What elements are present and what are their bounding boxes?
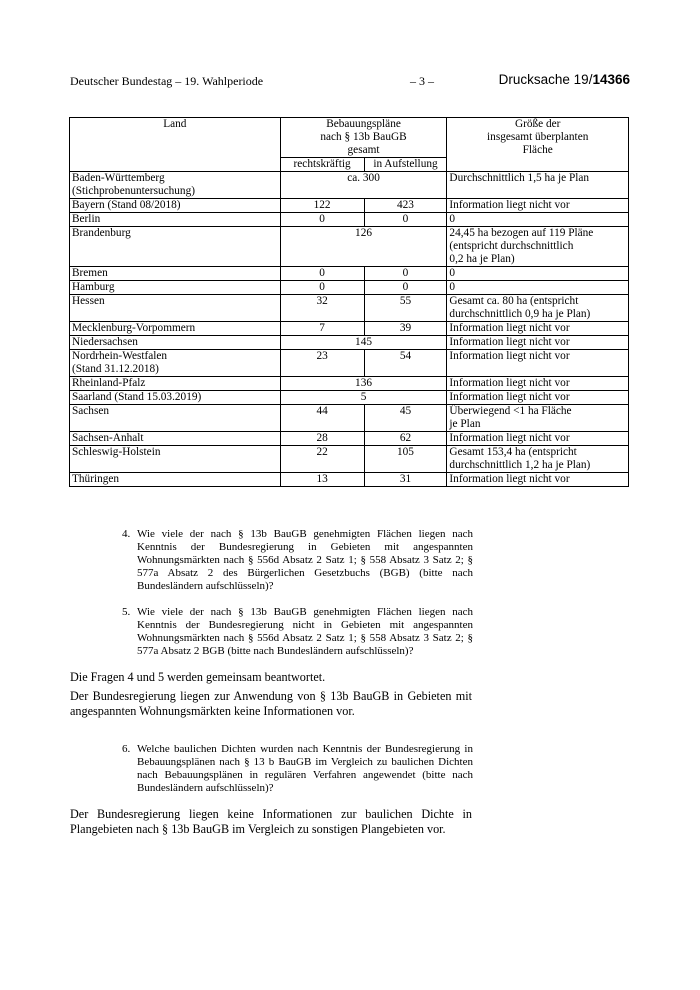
- document-number: [499, 72, 630, 87]
- header-plans: Bebauungspläne nach § 13b BauGB gesamt: [280, 118, 447, 158]
- cell-rechtskraeftig: 0: [280, 213, 364, 227]
- cell-size: Information liegt nicht vor: [447, 322, 629, 336]
- cell-in-aufstellung: 0: [364, 213, 447, 227]
- table-body: [70, 172, 629, 487]
- table-row: [70, 473, 629, 487]
- cell-in-aufstellung: 0: [364, 281, 447, 295]
- question-6: [122, 743, 473, 795]
- question-5-number: 5.: [122, 606, 131, 618]
- document-number-period: 19/: [573, 72, 593, 87]
- question-4-text: Wie viele der nach § 13b BauGB genehmigten Flächen liegen nach Kenntnis der Bundesregierung in Gebieten mit angespannten Wohnungsmärkten nach § 556d Absatz 2 Satz 1; § 558 Absatz 3 Satz 2; § 577a Absatz 2 des Bürgerlichen Gesetzbuchs (BGB) (bitte nach Bundesländern aufschlüsseln)?: [137, 528, 473, 592]
- table-row: [70, 405, 629, 432]
- cell-land: Sachsen-Anhalt: [70, 432, 281, 446]
- cell-land: Mecklenburg-Vorpommern: [70, 322, 281, 336]
- table-row: [70, 227, 629, 267]
- header-publication: Deutscher Bundestag – 19. Wahlperiode: [70, 74, 264, 88]
- cell-land: Berlin: [70, 213, 281, 227]
- page-header: [70, 72, 630, 92]
- cell-rechtskraeftig: 122: [280, 199, 364, 213]
- cell-land: Rheinland-Pfalz: [70, 377, 281, 391]
- question-6-number: 6.: [122, 743, 131, 755]
- cell-rechtskraeftig: 28: [280, 432, 364, 446]
- cell-plans-total: 126: [280, 227, 447, 267]
- document-number-id: 14366: [592, 72, 630, 87]
- cell-land: Sachsen: [70, 405, 281, 432]
- cell-land: Niedersachsen: [70, 336, 281, 350]
- header-land: Land: [70, 118, 281, 172]
- cell-size: Information liegt nicht vor: [447, 350, 629, 377]
- question-5: [122, 606, 473, 658]
- cell-in-aufstellung: 423: [364, 199, 447, 213]
- table-header-row: [70, 118, 629, 158]
- table-row: [70, 322, 629, 336]
- cell-in-aufstellung: 55: [364, 295, 447, 322]
- cell-size: 24,45 ha bezogen auf 119 Pläne (entspricht durchschnittlich 0,2 ha je Plan): [447, 227, 629, 267]
- cell-land: Thüringen: [70, 473, 281, 487]
- cell-size: 0: [447, 281, 629, 295]
- cell-in-aufstellung: 39: [364, 322, 447, 336]
- table-row: [70, 295, 629, 322]
- question-4: [122, 528, 473, 593]
- cell-size: Information liegt nicht vor: [447, 199, 629, 213]
- cell-in-aufstellung: 45: [364, 405, 447, 432]
- cell-land: Bayern (Stand 08/2018): [70, 199, 281, 213]
- cell-in-aufstellung: 0: [364, 267, 447, 281]
- plans-table: [69, 117, 629, 487]
- answer-4-5-text: Der Bundesregierung liegen zur Anwendung von § 13b BauGB in Gebieten mit angespannten Wohnungsmärkten keine Informationen vor.: [70, 689, 472, 718]
- cell-in-aufstellung: 105: [364, 446, 447, 473]
- cell-rechtskraeftig: 23: [280, 350, 364, 377]
- header-size: Größe der insgesamt überplanten Fläche: [447, 118, 629, 172]
- cell-size: 0: [447, 267, 629, 281]
- cell-size: Durchschnittlich 1,5 ha je Plan: [447, 172, 629, 199]
- cell-land: Nordrhein-Westfalen (Stand 31.12.2018): [70, 350, 281, 377]
- table-row: [70, 432, 629, 446]
- question-6-text: Welche baulichen Dichten wurden nach Kenntnis der Bundesregierung in Bebauungsplänen nach § 13 b BauGB im Vergleich zu baulichen Dichten nach Bebauungsplänen in regulären Verfahren angewendet (bitte nach Bundesländern aufschlüsseln)?: [137, 743, 473, 794]
- cell-plans-total: 145: [280, 336, 447, 350]
- header-in-aufstellung: in Aufstellung: [364, 158, 447, 172]
- cell-in-aufstellung: 31: [364, 473, 447, 487]
- question-4-number: 4.: [122, 528, 131, 540]
- cell-in-aufstellung: 62: [364, 432, 447, 446]
- cell-land: Baden-Württemberg (Stichprobenuntersuchung): [70, 172, 281, 199]
- cell-rechtskraeftig: 22: [280, 446, 364, 473]
- cell-rechtskraeftig: 7: [280, 322, 364, 336]
- cell-land: Hessen: [70, 295, 281, 322]
- cell-size: Information liegt nicht vor: [447, 377, 629, 391]
- cell-plans-total: ca. 300: [280, 172, 447, 199]
- cell-rechtskraeftig: 44: [280, 405, 364, 432]
- cell-size: Gesamt 153,4 ha (entspricht durchschnittlich 1,2 ha je Plan): [447, 446, 629, 473]
- cell-size: Gesamt ca. 80 ha (entspricht durchschnittlich 0,9 ha je Plan): [447, 295, 629, 322]
- cell-size: Information liegt nicht vor: [447, 432, 629, 446]
- cell-rechtskraeftig: 0: [280, 281, 364, 295]
- table-row: [70, 213, 629, 227]
- table-row: [70, 377, 629, 391]
- cell-rechtskraeftig: 13: [280, 473, 364, 487]
- cell-in-aufstellung: 54: [364, 350, 447, 377]
- table-row: [70, 199, 629, 213]
- cell-plans-total: 136: [280, 377, 447, 391]
- table-row: [70, 391, 629, 405]
- cell-rechtskraeftig: 32: [280, 295, 364, 322]
- cell-size: Information liegt nicht vor: [447, 473, 629, 487]
- cell-land: Hamburg: [70, 281, 281, 295]
- cell-size: 0: [447, 213, 629, 227]
- table-row: [70, 267, 629, 281]
- header-rechtskraeftig: rechtskräftig: [280, 158, 364, 172]
- table-row: [70, 172, 629, 199]
- cell-land: Saarland (Stand 15.03.2019): [70, 391, 281, 405]
- table-row: [70, 336, 629, 350]
- page-number: – 3 –: [410, 74, 434, 88]
- table-row: [70, 350, 629, 377]
- answer-4-5-intro: Die Fragen 4 und 5 werden gemeinsam beantwortet.: [70, 670, 326, 684]
- cell-size: Information liegt nicht vor: [447, 391, 629, 405]
- question-5-text: Wie viele der nach § 13b BauGB genehmigten Flächen liegen nach Kenntnis der Bundesregierung nicht in Gebieten mit angespannten Wohnungsmärkten nach § 556d Absatz 2 Satz 1; § 558 Absatz 3 Satz 2; § 577a Absatz 2 BGB (bitte nach Bundesländern aufschlüsseln)?: [137, 606, 473, 657]
- document-number-prefix: Drucksache: [498, 72, 570, 87]
- table-row: [70, 281, 629, 295]
- cell-rechtskraeftig: 0: [280, 267, 364, 281]
- cell-land: Bremen: [70, 267, 281, 281]
- cell-size: Information liegt nicht vor: [447, 336, 629, 350]
- cell-land: Brandenburg: [70, 227, 281, 267]
- answer-6-text: Der Bundesregierung liegen keine Informationen zur baulichen Dichte in Plangebieten nach § 13b BauGB im Vergleich zu sonstigen Plangebieten vor.: [70, 807, 472, 836]
- cell-size: Überwiegend <1 ha Fläche je Plan: [447, 405, 629, 432]
- cell-land: Schleswig-Holstein: [70, 446, 281, 473]
- cell-plans-total: 5: [280, 391, 447, 405]
- table-row: [70, 446, 629, 473]
